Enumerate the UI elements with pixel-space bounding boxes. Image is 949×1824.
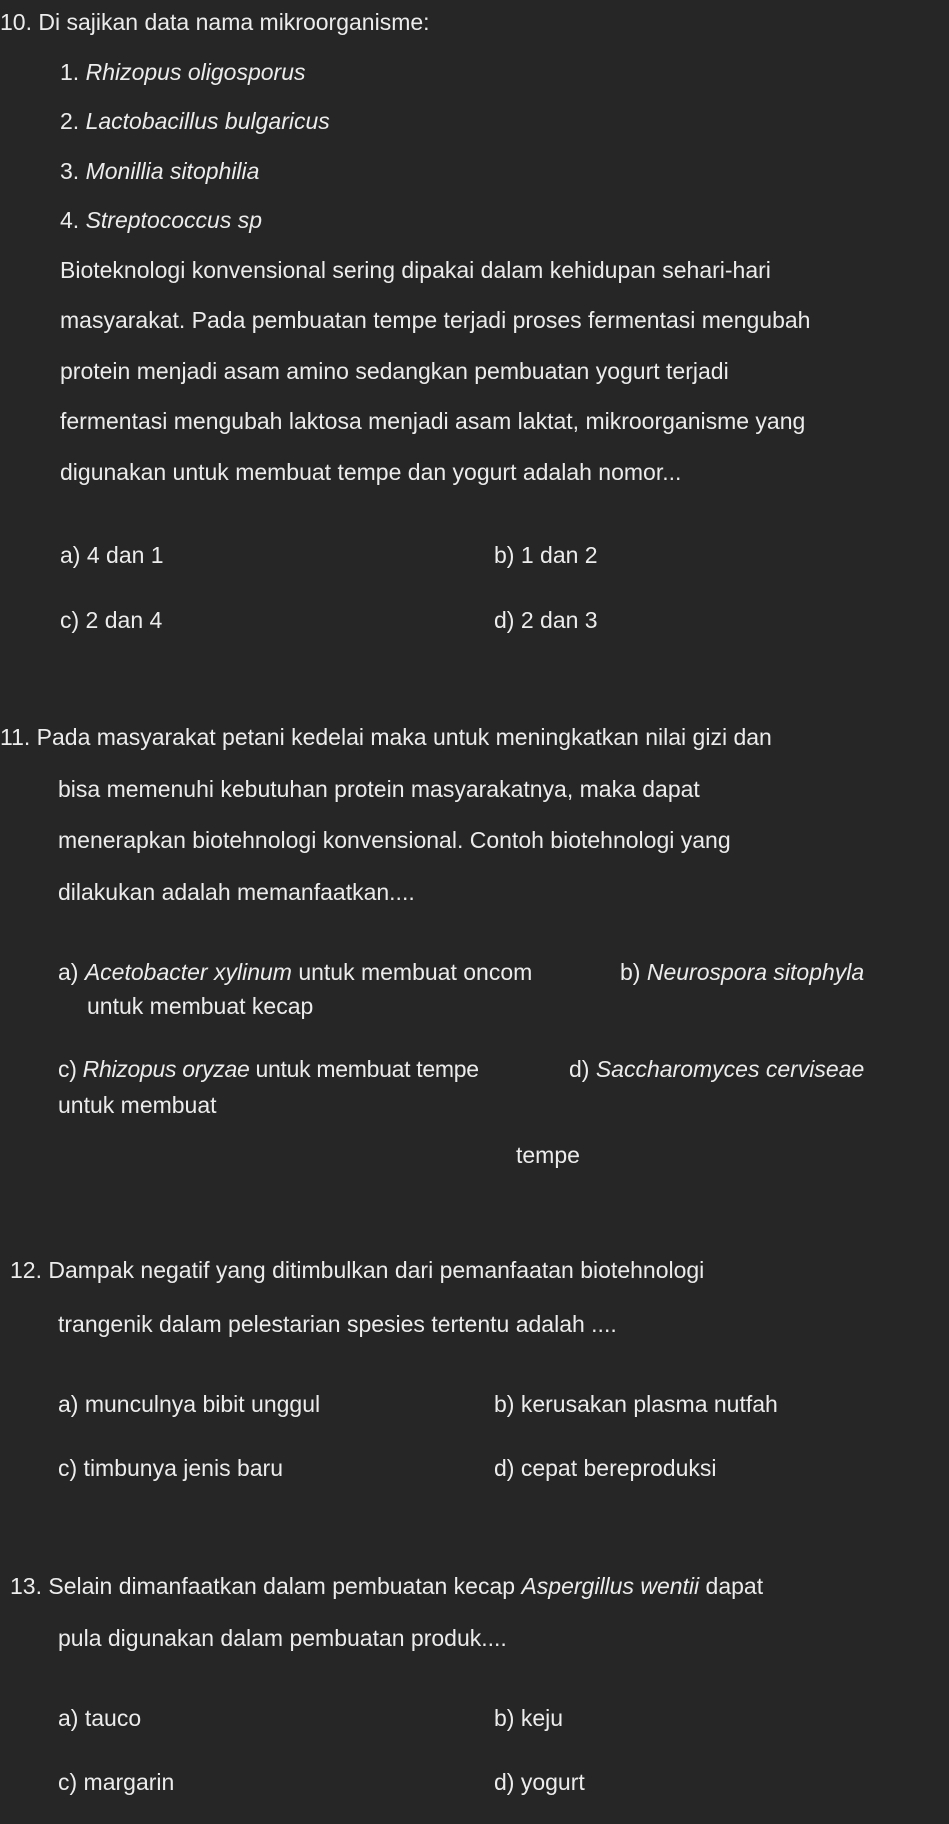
q10-stem: 10. Di sajikan data nama mikroorganisme:	[0, 9, 430, 35]
q12-option-a: a) munculnya bibit unggul	[58, 1391, 321, 1417]
q12-option-d: d) cepat bereproduksi	[494, 1455, 717, 1481]
q13-option-d: d) yogurt	[494, 1769, 585, 1795]
q11-option-a: a) Acetobacter xylinum untuk membuat oncom	[58, 959, 533, 985]
q11-option-b-continued: untuk membuat kecap	[87, 993, 314, 1019]
q10-list-item-2: 2. Lactobacillus bulgaricus	[60, 108, 330, 134]
q11-option-d-continued: untuk membuat	[58, 1092, 217, 1118]
q10-option-d: d) 2 dan 3	[494, 607, 598, 633]
q10-paragraph-line: fermentasi mengubah laktosa menjadi asam laktat, mikroorganisme yang	[60, 408, 806, 434]
q11-option-d: d) Saccharomyces cerviseae	[569, 1056, 865, 1082]
q10-option-a: a) 4 dan 1	[60, 542, 164, 568]
q11-stem-line: bisa memenuhi kebutuhan protein masyarakatnya, maka dapat	[58, 776, 700, 802]
q13-stem-line-2: pula digunakan dalam pembuatan produk....	[58, 1625, 507, 1651]
q10-paragraph-line: protein menjadi asam amino sedangkan pembuatan yogurt terjadi	[60, 358, 729, 384]
q11-stem-line: dilakukan adalah memanfaatkan....	[58, 879, 415, 905]
q12-stem-line: trangenik dalam pelestarian spesies tertentu adalah ....	[58, 1311, 617, 1337]
q10-list-item-1: 1. Rhizopus oligosporus	[60, 59, 306, 85]
q12-stem-line: 12. Dampak negatif yang ditimbulkan dari pemanfaatan biotehnologi	[10, 1257, 705, 1283]
q13-option-a: a) tauco	[58, 1705, 142, 1731]
q13-option-c: c) margarin	[58, 1769, 175, 1795]
q10-paragraph-line: Bioteknologi konvensional sering dipakai dalam kehidupan sehari-hari	[60, 257, 771, 283]
q10-paragraph-line: masyarakat. Pada pembuatan tempe terjadi proses fermentasi mengubah	[60, 307, 811, 333]
q13-option-b: b) keju	[494, 1705, 564, 1731]
q11-option-c: c) Rhizopus oryzae untuk membuat tempe	[58, 1056, 479, 1082]
q11-option-b: b) Neurospora sitophyla	[620, 959, 865, 985]
q10-list-item-3: 3. Monillia sitophilia	[60, 158, 260, 184]
q10-paragraph-line: digunakan untuk membuat tempe dan yogurt adalah nomor...	[60, 459, 682, 485]
q10-option-c: c) 2 dan 4	[60, 607, 163, 633]
q11-option-d-continued-2: tempe	[516, 1142, 580, 1168]
q11-stem-line: menerapkan biotehnologi konvensional. Contoh biotehnologi yang	[58, 827, 731, 853]
q13-stem-line-1: 13. Selain dimanfaatkan dalam pembuatan kecap Aspergillus wentii dapat	[10, 1573, 764, 1599]
q12-option-b: b) kerusakan plasma nutfah	[494, 1391, 778, 1417]
q10-option-b: b) 1 dan 2	[494, 542, 598, 568]
q10-list-item-4: 4. Streptococcus sp	[60, 207, 262, 233]
q11-stem-line: 11. Pada masyarakat petani kedelai maka untuk meningkatkan nilai gizi dan	[0, 724, 772, 750]
q12-option-c: c) timbunya jenis baru	[58, 1455, 283, 1481]
